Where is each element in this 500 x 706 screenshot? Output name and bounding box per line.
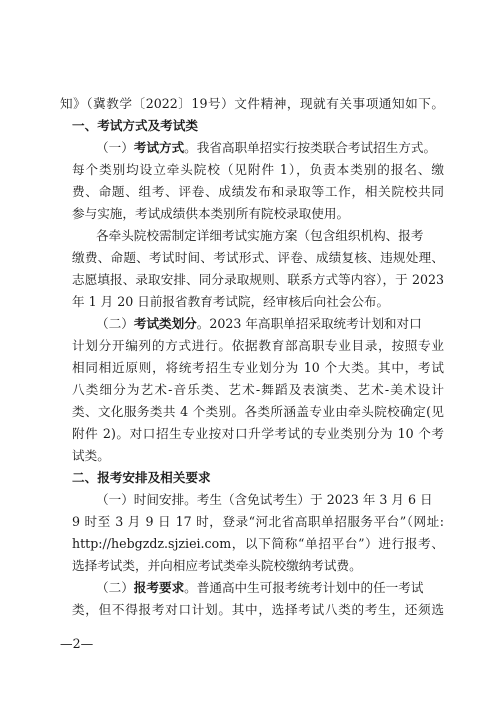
text-run: 各牵头院校需制定详细考试实施方案（包含组织机构、报考 [96,228,424,243]
subsection-title: 考试类划分 [133,316,197,331]
heading-text: 二、报考安排及相关要求 [72,470,211,485]
text-run: 八类细分为艺术-音乐类、艺术-舞蹈及表演类、艺术-美术设计 [72,382,444,397]
body-line [72,512,444,532]
subsection-1-1-line [96,138,444,158]
body-line [72,358,444,378]
subsection-number: （二） [96,580,134,595]
body-line [72,292,444,312]
text-run: 缴费、命题、考试时间、考试形式、评卷、成绩复核、违规处理、 [72,250,444,265]
text-run: 费、命题、组考、评卷、成绩发布和录取等工作，相关院校共同 [72,184,444,199]
body-line [72,556,444,576]
section-heading-1 [72,116,444,136]
text-run: 知》（冀教学〔2022〕19号）文件精神，现就有关事项通知如下。 [60,96,444,111]
body-line [72,600,444,620]
subsection-title: （一）时间安排 [96,492,185,507]
text-run: 。2023 年高职单招采取统考计划和对口 [196,316,422,331]
body-line [72,424,444,444]
text-run: 类、文化服务类共 4 个类别。各类所涵盖专业由牵头院校确定(见 [72,404,444,419]
text-run: 。考生（含免试考生）于 2023 年 3 月 6 日 [184,492,433,507]
heading-text: 一、考试方式及考试类 [72,118,198,133]
subsection-title: 考试方式 [133,140,185,155]
subsection-1-2-line [96,314,444,334]
body-line [72,336,444,356]
body-line [72,446,444,466]
text-run: 志愿填报、录取安排、同分录取规则、联系方式等内容），于 2023 [72,272,444,287]
subsection-number: （一） [96,140,134,155]
subsection-title: 报考要求 [133,580,185,595]
body-line [72,248,444,268]
text-run: 附件 2)。对口招生专业按对口升学考试的专业类别分为 10 个考 [72,426,444,441]
body-line-1 [60,94,444,114]
subsection-2-2-line [96,578,444,598]
body-line [72,270,444,290]
text-run: 每个类别均设立牵头院校（见附件 1），负责本类别的报名、缴 [72,162,444,177]
text-run: 选择考试类，并向相应考试类牵头院校缴纳考试费。 [72,558,362,573]
body-line [72,204,444,224]
text-run: 年 1 月 20 日前报省教育考试院，经审核后向社会公布。 [72,294,390,309]
section-heading-2 [72,468,444,488]
text-run: 9 时至 3 月 9 日 17 时，登录“河北省高职单招服务平台”（网址: [72,514,444,529]
subsection-number: （二） [96,316,134,331]
text-run: 类，但不得报考对口计划。其中，选择考试八类的考生，还须选 [72,602,444,617]
body-line [72,534,444,554]
text-run: 。普通高中生可报考统考计划中的任一考试 [184,580,424,595]
text-run: 试类。 [72,448,110,463]
body-line [72,380,444,400]
text-run: 参与实施，考试成绩供本类别所有院校录取使用。 [72,206,350,221]
body-line [72,182,444,202]
text-run: 。我省高职单招实行按类联合考试招生方式。 [184,140,437,155]
body-line [72,160,444,180]
subsection-2-1-line [96,490,444,510]
body-line [96,226,444,246]
text-run: http://hebgzdz.sjziei.com，以下简称“单招平台”）进行报考、 [72,536,444,551]
body-line [72,402,444,422]
text-run: 计划分开编列的方式进行。依据教育部高职专业目录，按照专业 [72,338,444,353]
text-run: 相同相近原则，将统考招生专业划分为 10 个大类。其中，考试 [72,360,444,375]
page-number: —2— [60,636,94,651]
